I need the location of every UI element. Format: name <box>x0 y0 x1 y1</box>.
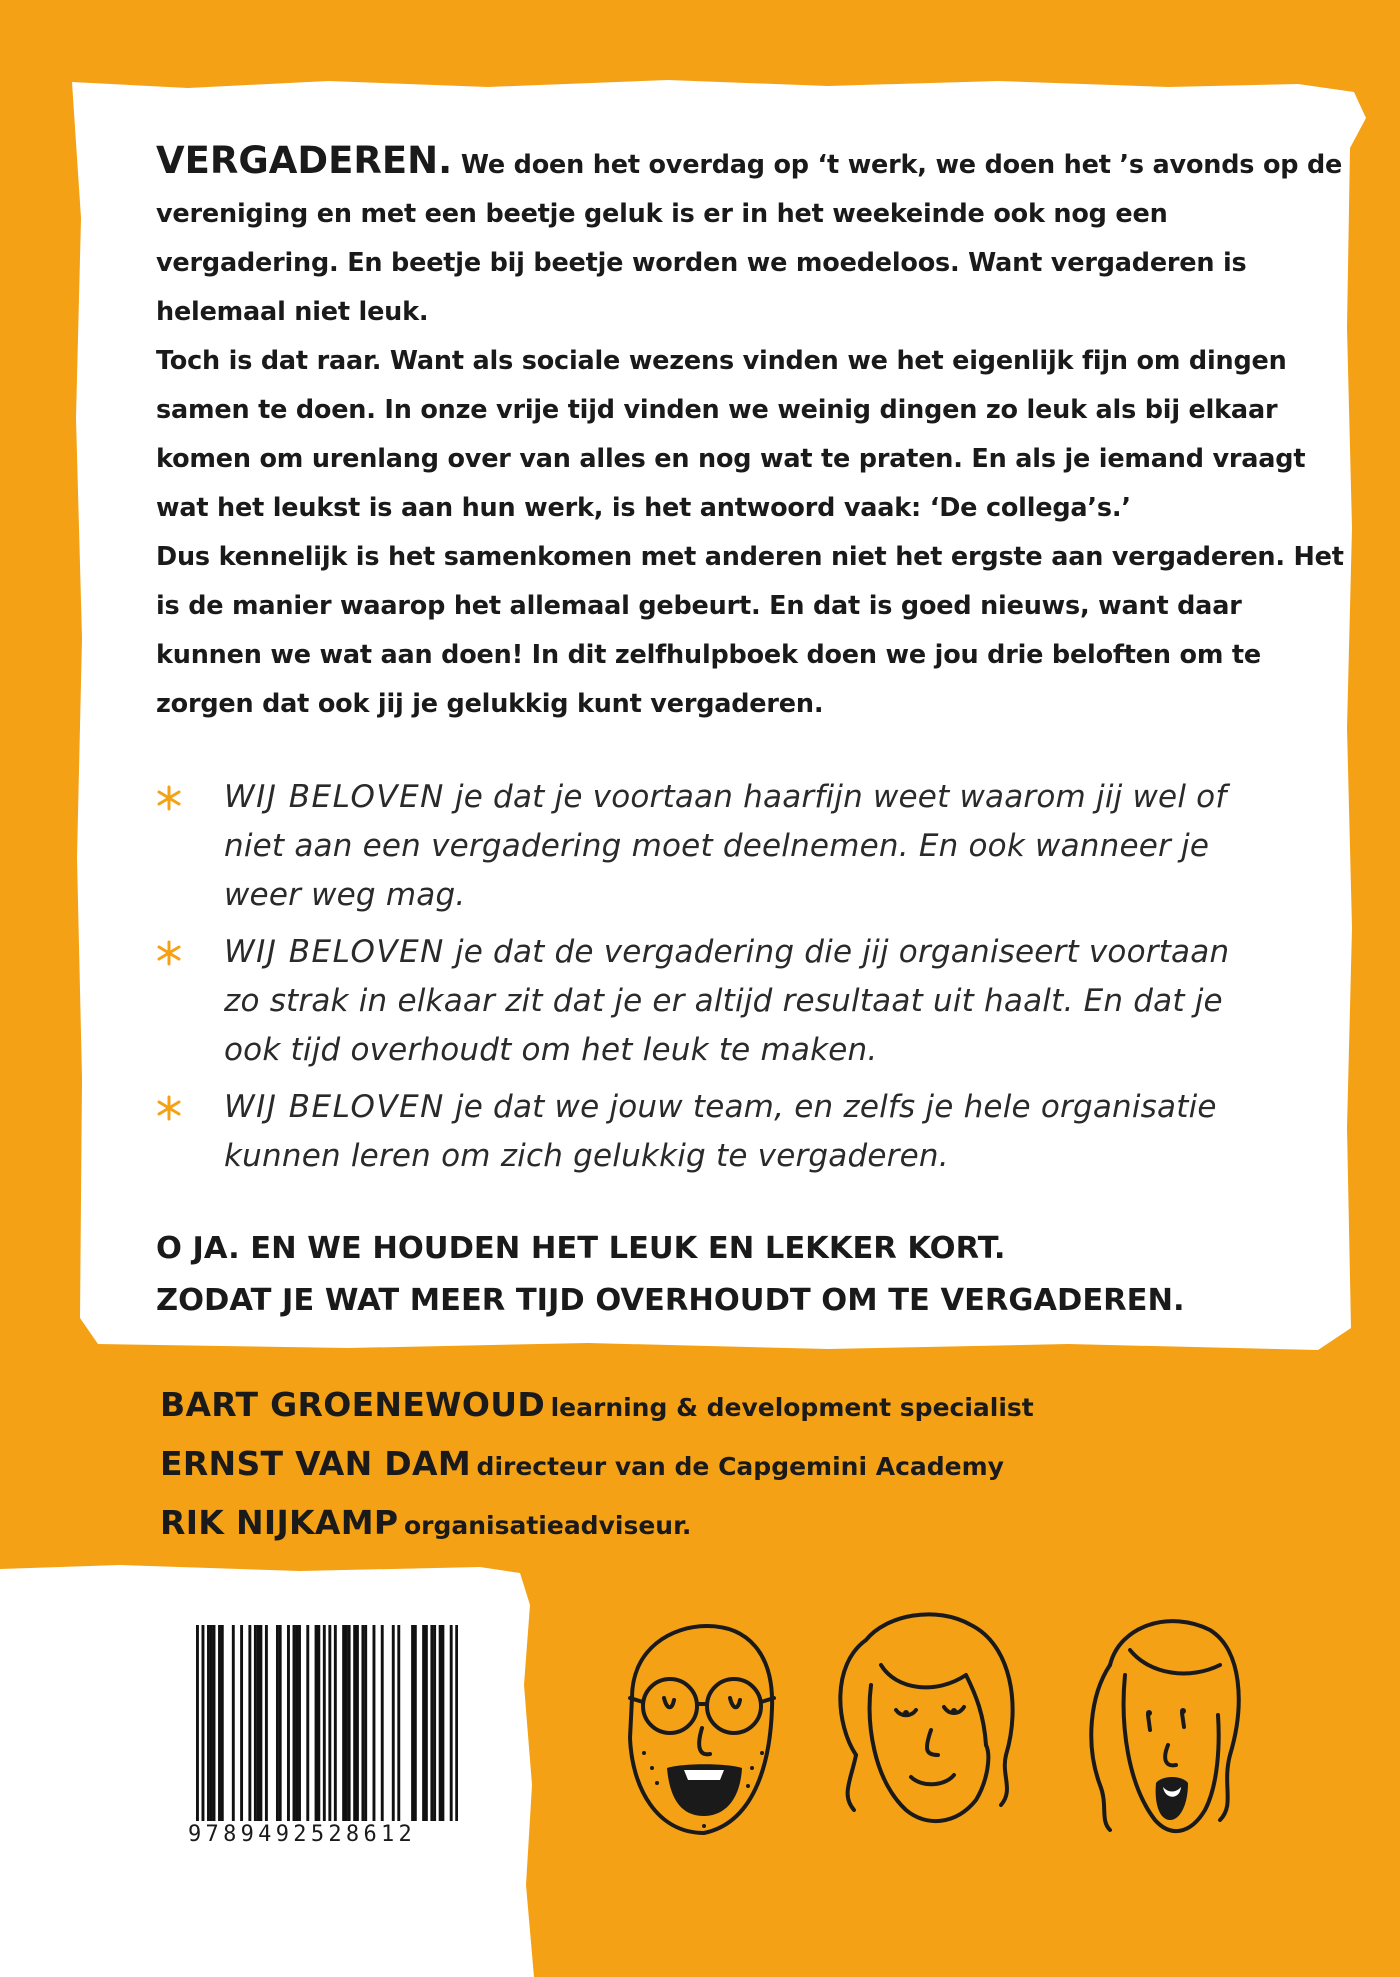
author-role: organisatieadviseur. <box>403 1511 692 1540</box>
barcode-bar <box>293 1625 296 1821</box>
author-entry <box>160 1378 1034 1437</box>
author-name: ERNST VAN DAM <box>160 1444 471 1483</box>
author-entry <box>160 1496 1034 1555</box>
barcode-bar <box>232 1625 235 1821</box>
asterisk-star-icon <box>156 1095 182 1121</box>
author-entry <box>160 1437 1034 1496</box>
promise-text: je dat we jouw team, en zelfs je hele organisatie kunnen leren om zich gelukkig te vergaderen. <box>224 1089 1217 1174</box>
barcode-bar <box>265 1625 268 1821</box>
intro-paragraph-2: Toch is dat raar. Want als sociale wezens vinden we het eigenlijk fijn om dingen samen te doen. In onze vrije tijd vinden we weinig dingen zo leuk als bij elkaar komen om urenlang over van alles en nog wat te praten. En als je iemand vraagt wat het leukst is aan hun werk, is het antwoord vaak: ‘De collega’s.’ <box>156 346 1306 523</box>
face-long-hair-goatee-icon <box>1070 1605 1250 1855</box>
author-name: BART GROENEWOUD <box>160 1385 546 1424</box>
barcode-bar <box>240 1625 243 1821</box>
barcode-bar <box>298 1625 301 1821</box>
promise-lead: WIJ BELOVEN <box>224 779 445 815</box>
promise-item <box>156 773 1274 920</box>
closing-statement <box>156 1223 1346 1327</box>
barcode-bar <box>433 1625 436 1821</box>
text-panel <box>68 78 1370 1353</box>
promise-text: je dat de vergadering die jij organiseert voortaan zo strak in elkaar zit dat je er altijd resultaat uit haalt. En dat je ook tijd overhoudt om het leuk te maken. <box>224 934 1230 1068</box>
face-curly-hair-icon <box>826 1605 1026 1855</box>
barcode-bar <box>364 1625 367 1821</box>
closing-line-1: O JA. EN WE HOUDEN HET LEUK EN LEKKER KORT. <box>156 1231 1006 1266</box>
face-bald-glasses-icon <box>612 1618 792 1848</box>
promise-lead: WIJ BELOVEN <box>224 934 445 970</box>
barcode-bar <box>430 1625 433 1821</box>
author-list <box>160 1378 1034 1555</box>
barcode-bar <box>342 1625 345 1821</box>
barcode-bar <box>287 1625 290 1821</box>
barcode-bar <box>450 1625 453 1821</box>
barcode-bar <box>439 1625 442 1821</box>
barcode-bar <box>207 1625 210 1821</box>
intro-paragraph-3: Dus kennelijk is het samenkomen met anderen niet het ergste aan vergaderen. Het is de manier waarop het allemaal gebeurt. En dat is goed nieuws, want daar kunnen we wat aan doen! In dit zelfhulpboek doen we jou drie beloften om te zorgen dat ook jij je gelukkig kunt vergaderen. <box>156 542 1344 719</box>
barcode-bar <box>202 1625 205 1821</box>
barcode-bar <box>323 1625 326 1821</box>
intro-lead: VERGADEREN. <box>156 139 453 182</box>
barcode-bar <box>218 1625 221 1821</box>
promise-item <box>156 928 1274 1075</box>
barcode-bar <box>373 1625 376 1821</box>
barcode-bar <box>254 1625 257 1821</box>
intro-paragraph-1: We doen het overdag op ‘t werk, we doen het ’s avonds op de vereniging en met een beetje geluk is er in het weekeinde ook nog een vergadering. En beetje bij beetje worden we moedeloos. Want vergaderen is helemaal niet leuk. <box>156 150 1343 327</box>
barcode-bar <box>455 1625 458 1821</box>
barcode-bar <box>422 1625 425 1821</box>
barcode-bar <box>213 1625 216 1821</box>
barcode-bar <box>381 1625 384 1821</box>
author-name: RIK NIJKAMP <box>160 1503 399 1542</box>
barcode-bar <box>279 1625 282 1821</box>
intro-text <box>156 136 1346 729</box>
barcode-bar <box>306 1625 309 1821</box>
promise-list <box>156 773 1346 1181</box>
barcode-bar <box>353 1625 356 1821</box>
author-role: learning & development specialist <box>550 1393 1034 1422</box>
barcode-bar <box>328 1625 331 1821</box>
asterisk-star-icon <box>156 940 182 966</box>
barcode-bar <box>414 1625 417 1821</box>
barcode-bar <box>348 1625 351 1821</box>
text-content <box>156 136 1346 1327</box>
barcode-bar <box>276 1625 279 1821</box>
barcode-bar <box>392 1625 395 1821</box>
barcode-bar <box>345 1625 348 1821</box>
barcode-bar <box>317 1625 320 1821</box>
barcode-bar <box>397 1625 400 1821</box>
barcode-bar <box>257 1625 260 1821</box>
barcode-bar <box>425 1625 428 1821</box>
barcode-bar <box>210 1625 213 1821</box>
closing-line-2: ZODAT JE WAT MEER TIJD OVERHOUDT OM TE VERGADEREN. <box>156 1283 1185 1318</box>
barcode-bar <box>295 1625 298 1821</box>
barcode-bar <box>334 1625 337 1821</box>
barcode-bar <box>259 1625 262 1821</box>
barcode-bar <box>315 1625 318 1821</box>
barcode-number: 9789492528612 <box>188 1822 417 1847</box>
barcode-bar <box>196 1625 199 1821</box>
barcode-bar <box>361 1625 364 1821</box>
barcode-bar <box>221 1625 224 1821</box>
barcode-bar <box>411 1625 414 1821</box>
promise-lead: WIJ BELOVEN <box>224 1089 445 1125</box>
barcode-bar <box>356 1625 359 1821</box>
author-role: directeur van de Capgemini Academy <box>476 1452 1004 1481</box>
promise-item <box>156 1083 1274 1181</box>
promise-text: je dat je voortaan haarfijn weet waarom jij wel of niet aan een vergadering moet deelnemen. En ook wanneer je weer weg mag. <box>224 779 1227 913</box>
asterisk-star-icon <box>156 785 182 811</box>
barcode-icon <box>196 1625 458 1855</box>
barcode-bar <box>441 1625 444 1821</box>
barcode-bar <box>248 1625 251 1821</box>
